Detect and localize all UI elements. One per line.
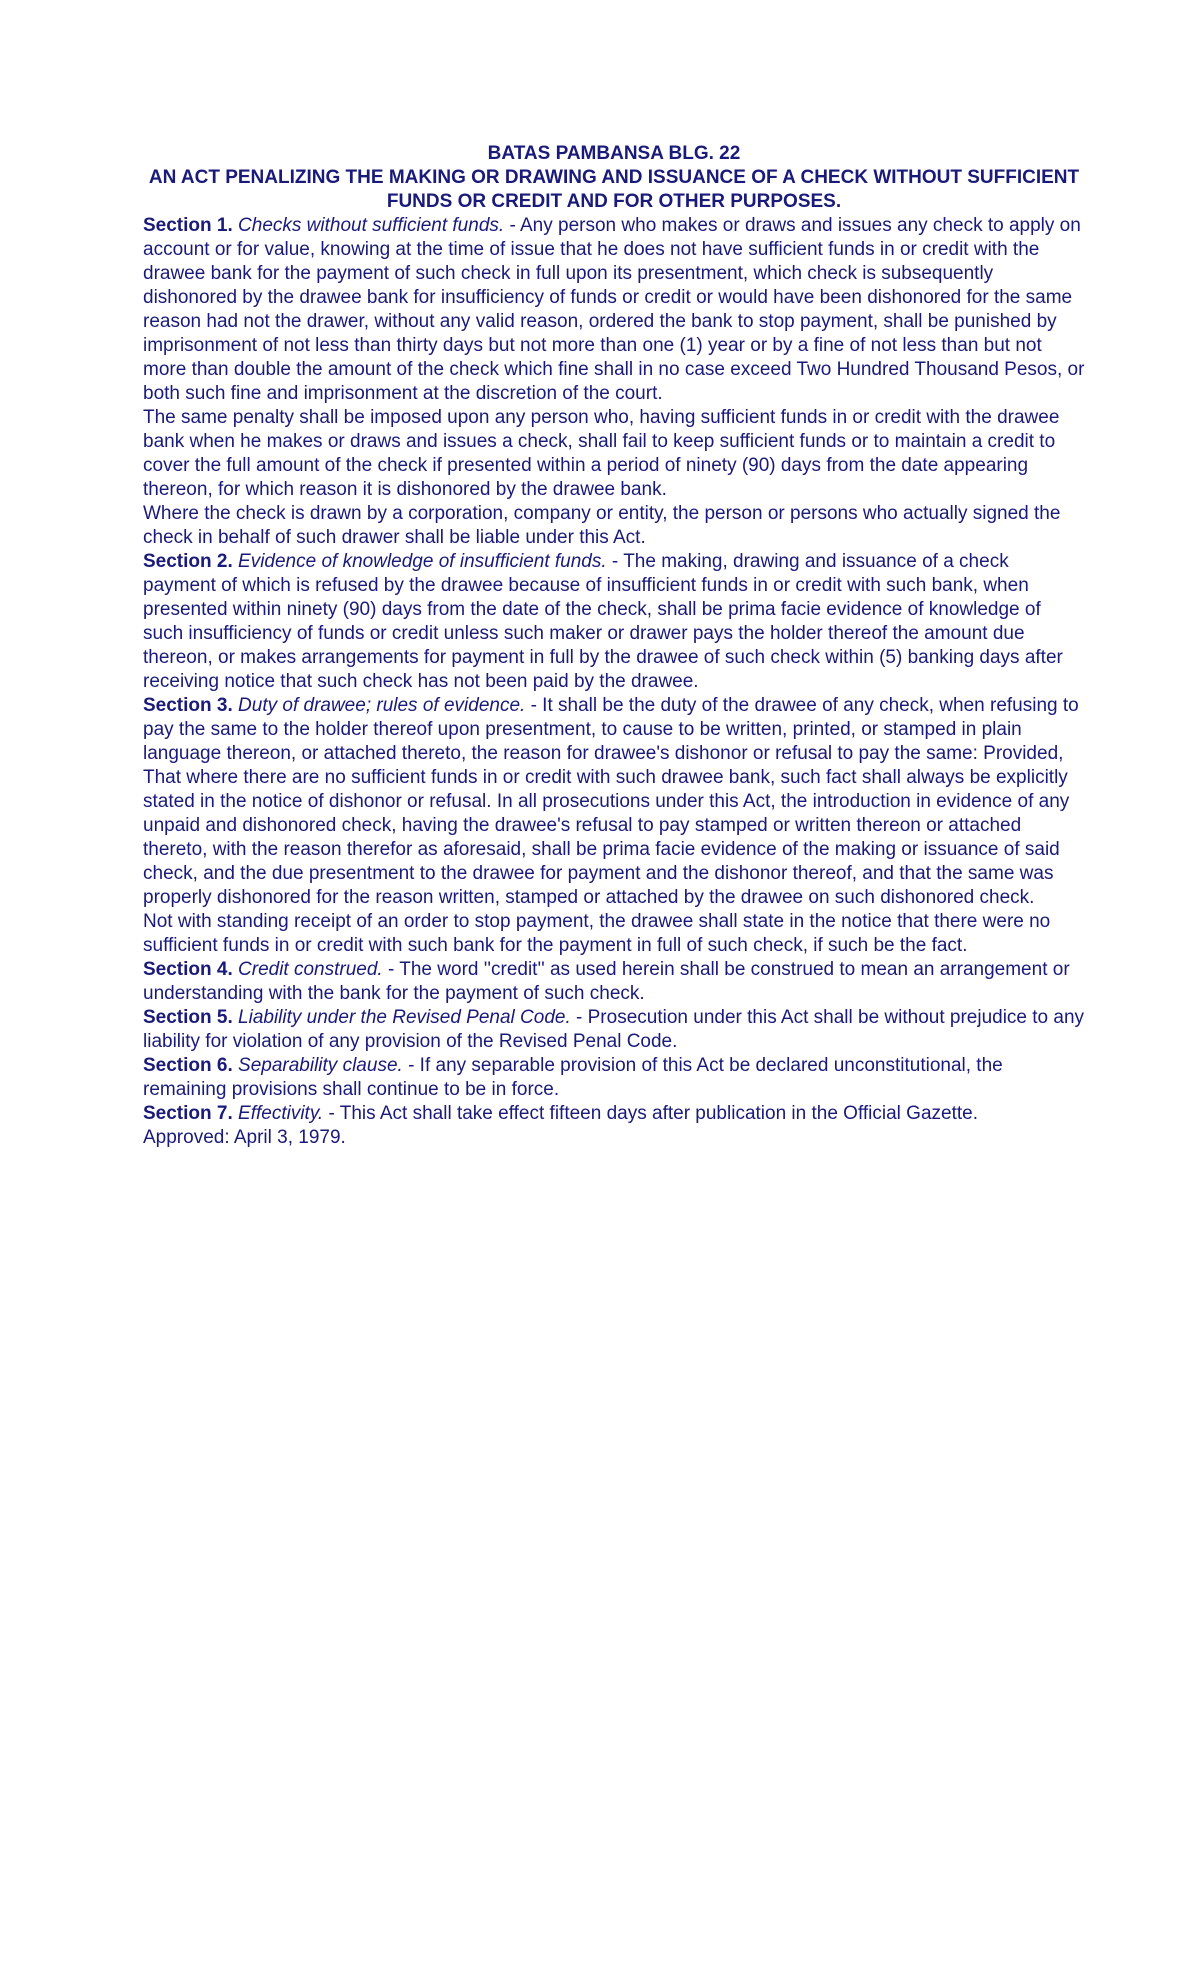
document-page <box>143 142 1085 1150</box>
section-4-label: Section 4. <box>143 959 233 980</box>
section-1-paragraph-3: Where the check is drawn by a corporation, company or entity, the person or persons who actually signed the check in behalf of such drawer shall be liable under this Act. <box>143 503 1061 548</box>
section-1 <box>143 214 1085 406</box>
section-6 <box>143 1054 1085 1102</box>
section-1-label: Section 1. <box>143 215 233 236</box>
section-6-title: Separability clause. <box>238 1055 403 1076</box>
section-7-title: Effectivity. <box>238 1103 324 1124</box>
section-2-label: Section 2. <box>143 551 233 572</box>
approval-date: Approved: April 3, 1979. <box>143 1127 346 1148</box>
section-5-label: Section 5. <box>143 1007 233 1028</box>
section-7-label: Section 7. <box>143 1103 233 1124</box>
section-6-label: Section 6. <box>143 1055 233 1076</box>
section-2 <box>143 550 1085 694</box>
section-2-title: Evidence of knowledge of insufficient funds. <box>238 551 607 572</box>
section-5-text: - Prosecution under this Act shall be without prejudice to any liability for violation of any provision of the Revised Penal Code. <box>143 1007 1085 1052</box>
section-1-paragraph-2: The same penalty shall be imposed upon any person who, having sufficient funds in or credit with the drawee bank when he makes or draws and issues a check, shall fail to keep sufficient funds or to maintain a credit to cover the full amount of the check if presented within a period of ninety (90) days from the date appearing thereon, for which reason it is dishonored by the drawee bank. <box>143 407 1060 500</box>
section-5 <box>143 1006 1085 1054</box>
section-7-text: - This Act shall take effect fifteen days after publication in the Official Gazette. <box>323 1103 978 1124</box>
section-4 <box>143 958 1085 1006</box>
document-subtitle: AN ACT PENALIZING THE MAKING OR DRAWING AND ISSUANCE OF A CHECK WITHOUT SUFFICIENT FUNDS OR CREDIT AND FOR OTHER PURPOSES. <box>148 167 1080 212</box>
section-3 <box>143 694 1085 910</box>
section-3-label: Section 3. <box>143 695 233 716</box>
section-5-title: Liability under the Revised Penal Code. <box>238 1007 571 1028</box>
section-4-text: - The word ''credit'' as used herein shall be construed to mean an arrangement or understanding with the bank for the payment of such check. <box>143 959 1070 1004</box>
section-1-text: - Any person who makes or draws and issues any check to apply on account or for value, knowing at the time of issue that he does not have sufficient funds in or credit with the drawee bank for the payment of such check in full upon its presentment, which check is subsequently dishonored by the drawee bank for insufficiency of funds or credit or would have been dishonored for the same reason had not the drawer, without any valid reason, ordered the bank to stop payment, shall be punished by imprisonment of not less than thirty days but not more than one (1) year or by a fine of not less than but not more than double the amount of the check which fine shall in no case exceed Two Hundred Thousand Pesos, or both such fine and imprisonment at the discretion of the court. <box>143 215 1085 404</box>
section-7 <box>143 1102 1085 1126</box>
section-3-paragraph-2: Not with standing receipt of an order to stop payment, the drawee shall state in the notice that there were no sufficient funds in or credit with such bank for the payment in full of such check, if such be the fact. <box>143 911 1051 956</box>
section-6-text: - If any separable provision of this Act be declared unconstitutional, the remaining provisions shall continue to be in force. <box>143 1055 1003 1100</box>
section-3-title: Duty of drawee; rules of evidence. <box>238 695 526 716</box>
document-title: BATAS PAMBANSA BLG. 22 <box>487 143 741 164</box>
section-4-title: Credit construed. <box>238 959 383 980</box>
section-2-text: - The making, drawing and issuance of a check payment of which is refused by the drawee because of insufficient funds in or credit with such bank, when presented within ninety (90) days from the date of the check, shall be prima facie evidence of knowledge of such insufficiency of funds or credit unless such maker or drawer pays the holder thereof the amount due thereon, or makes arrangements for payment in full by the drawee of such check within (5) banking days after receiving notice that such check has not been paid by the drawee. <box>143 551 1063 692</box>
section-3-text: - It shall be the duty of the drawee of any check, when refusing to pay the same to the holder thereof upon presentment, to cause to be written, printed, or stamped in plain language thereon, or attached thereto, the reason for drawee's dishonor or refusal to pay the same: Provided, That where there are no sufficient funds in or credit with such drawee bank, such fact shall always be explicitly stated in the notice of dishonor or refusal. In all prosecutions under this Act, the introduction in evidence of any unpaid and dishonored check, having the drawee's refusal to pay stamped or written thereon or attached thereto, with the reason therefor as aforesaid, shall be prima facie evidence of the making or issuance of said check, and the due presentment to the drawee for payment and the dishonor thereof, and that the same was properly dishonored for the reason written, stamped or attached by the drawee on such dishonored check. <box>143 695 1079 908</box>
section-1-title: Checks without sufficient funds. <box>238 215 505 236</box>
